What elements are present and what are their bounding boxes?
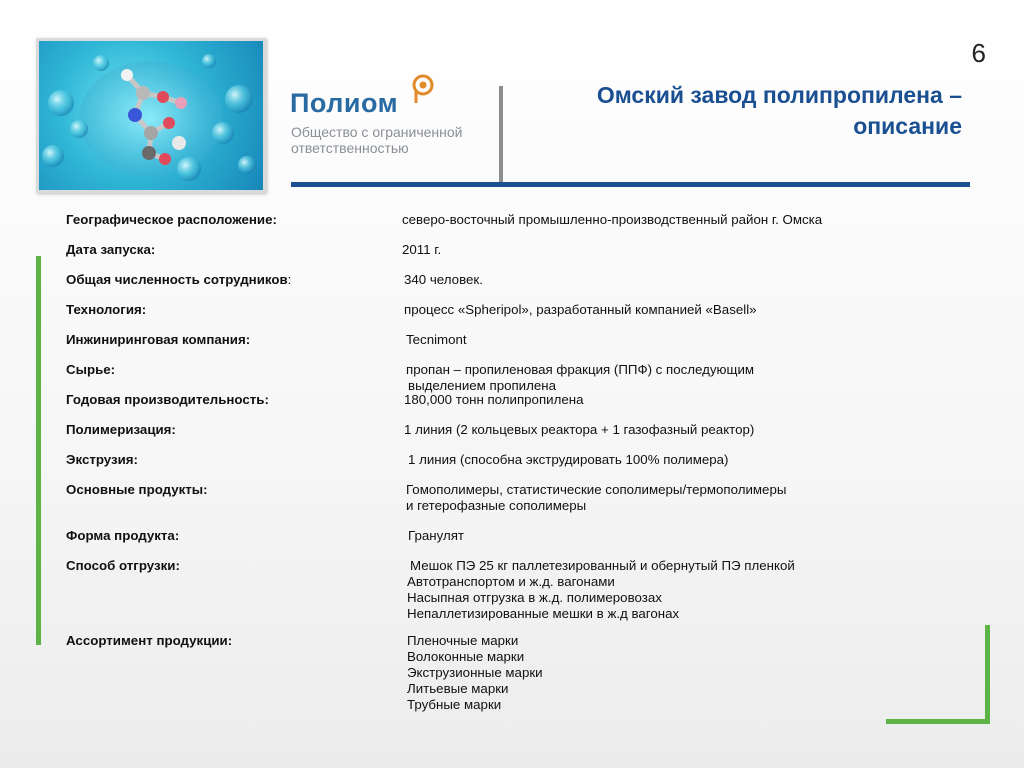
header-divider-horizontal — [291, 182, 970, 187]
detail-label: Полимеризация: — [66, 422, 176, 437]
green-accent-line-left — [36, 256, 41, 645]
detail-value: Мешок ПЭ 25 кг паллетезированный и обернутый ПЭ пленкой Автотранспортом и ж.д. вагонами Насыпная отгрузка в ж.д. полимеровозах Непаллетизированные мешки в ж.д вагонах — [407, 558, 795, 621]
slide-number: 6 — [971, 38, 986, 68]
detail-value: 1 линия (способна экструдировать 100% полимера) — [408, 452, 729, 467]
detail-value: Tecnimont — [406, 332, 467, 347]
detail-label: Сырье: — [66, 362, 116, 377]
detail-value: Гомополимеры, статистические сополимеры/термополимеры и гетерофазные сополимеры — [406, 482, 787, 513]
detail-value: пропан – пропиленовая фракция (ППФ) с последующим выделением пропилена — [406, 362, 755, 393]
detail-label: Основные продукты: — [66, 482, 208, 497]
detail-label: Общая численность сотрудников: — [66, 272, 292, 287]
logo-subtitle: Общество с ограниченной ответственностью — [291, 124, 463, 156]
detail-value: Гранулят — [408, 528, 464, 543]
detail-value: процесс «Spheripol», разработанный компанией «Basell» — [404, 302, 757, 317]
logo-name: Полиом — [290, 88, 399, 118]
detail-label: Географическое расположение: — [66, 212, 277, 227]
green-corner-accent-vertical — [985, 625, 990, 723]
detail-label: Экструзия: — [66, 452, 138, 467]
detail-value: Пленочные марки Волоконные марки Экструзионные марки Литьевые марки Трубные марки — [407, 633, 543, 712]
detail-value: северо-восточный промышленно-производственный район г. Омска — [402, 212, 823, 227]
detail-label: Способ отгрузки: — [66, 558, 180, 573]
detail-value: 2011 г. — [402, 242, 442, 257]
molecule-illustration — [36, 38, 266, 193]
detail-value: 180,000 тонн полипропилена — [404, 392, 584, 407]
detail-value: 340 человек. — [404, 272, 483, 287]
green-corner-accent-horizontal — [886, 719, 990, 724]
detail-label: Дата запуска: — [66, 242, 156, 257]
detail-label: Технология: — [66, 302, 147, 317]
detail-label: Форма продукта: — [66, 528, 180, 543]
detail-label: Ассортимент продукции: — [66, 633, 233, 648]
detail-value: 1 линия (2 кольцевых реактора + 1 газофазный реактор) — [404, 422, 755, 437]
detail-label: Инжиниринговая компания: — [66, 332, 251, 347]
poliom-logo-icon — [411, 74, 435, 109]
detail-label: Годовая производительность: — [66, 392, 269, 407]
page-title: Омский завод полипропилена – описание — [596, 82, 962, 139]
